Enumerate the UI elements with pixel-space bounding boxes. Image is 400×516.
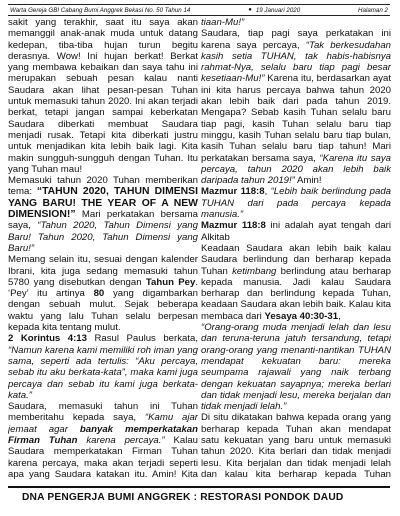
scripture-reference: Mazmur 118:8 xyxy=(201,186,265,198)
scripture-quote: “Lebih baik berlindung pada TUHAN dari pada percaya kepada manusia.” xyxy=(201,186,391,221)
left-column xyxy=(8,17,198,480)
footer-motto: DNA PENGERJA BUMI ANGGREK : RESTORASI PONDOK DAUD xyxy=(22,491,344,503)
scripture-reference: Yesaya 40:30-31 xyxy=(264,310,339,322)
right-column xyxy=(201,17,391,480)
scripture-reference: 2 Korintus 4:13 xyxy=(8,333,87,345)
paragraph: Saudara, memasuki tahun ini Tuhan memberitahu kepada saya, “Kamu ajar jemaat agar banyak memperkatakan Firman Tuhan karena percaya.” Kalau Saudara memperkatakan Firman Tuhan karena percaya, maka akan terjadi seperti apa yang Saudara katakan itu. Amin! Kita xyxy=(8,401,198,480)
paragraph: sakit yang terakhir, saat itu saya akan memanggil anak-anak muda untuk datang kedepan, tiba-tiba hujan turun begitu derasnya. Wow! Ini hujan berkat! Berkat yang membawa kebaikan dan saya tahu ini merupakan sebuah pesan kalau nanti Saudara akan lihat pesan-pesan Tuhan untuk memasuki tahun 2020. Ini akan terjadi berkat, tetapi jangan sampai keberkatan Saudara diberkati membuat Saudara menjadi rusak. Tetapi kita diberkati justru untuk menjadikan kita lebih baik lagi. Kita makin sungguh-sungguh dengan Tuhan. Itu yang Tuhan mau! xyxy=(8,17,198,175)
paragraph: Memasuki tahun 2020 Tuhan memberikan tema: “TAHUN 2020, TAHUN DIMENSI YANG BARU! THE YEAR OF A NEW DIMENSION!” Mari perkatakan bersama saya, “Tahun 2020, Tahun Dimensi yang Baru! Tahun 2020, Tahun Dimensi yang Baru!” xyxy=(8,175,198,254)
scripture-quote: “Namun karena kami memiliki roh iman yang sama, seperti ada tertulis: “Aku percaya, sebab itu aku berkata-kata”, maka kami juga percaya dan sebab itu kami juga berkata-kata.” xyxy=(8,344,198,401)
scripture-reference: Mazmur 118:8 xyxy=(201,220,266,232)
bulletin-date: 19 Januari 2020 xyxy=(255,6,301,14)
paragraph: Mazmur 118:8, “Lebih baik berlindung pada TUHAN dari pada percaya kepada manusia.” xyxy=(201,186,391,221)
theme-statement: “TAHUN 2020, TAHUN DIMENSI YANG BARU! THE YEAR OF A NEW DIMENSION!” xyxy=(8,186,198,221)
paragraph: tiaan-Mu!” xyxy=(201,17,245,28)
scripture-quote: “Orang-orang muda menjadi lelah dan lesu dan teruna-teruna jatuh tersandung, tetapi orang-orang yang menanti-nantikan TUHAN mendapat kekuatan baru: mereka seumpama rajawali yang naik terbang dengan kekuatan sayapnya; mereka berlari dan tidak menjadi lesu, mereka berjalan dan tidak menjadi lelah.” xyxy=(201,322,391,413)
paragraph: 2 Korintus 4:13 Rasul Paulus berkata, “Namun karena kami memiliki roh iman yang sama, seperti ada tertulis: “Aku percaya, sebab itu aku berkata-kata”, maka kami juga percaya dan sebab itu kami juga berkata-kata.” xyxy=(8,333,198,401)
paragraph: Di situ dikatakan bahwa kepada orang yang berharap kepada Tuhan akan mendapat satu kekuatan yang baru untuk memasuki tahun 2020. Kita berlari dan tidak menjadi lesu. Kita berjalan dan tidak menjadi lelah dan kalau kita berharap kepada Tuhan xyxy=(201,412,391,480)
paragraph: Memang selain itu, sesuai dengan kalender Ibrani, kita juga sedang memasuki tahun 5780 yang disebutkan dengan Tahun Pey. ‘Pey’ itu artinya 80 yang digambarkan dengan sebuah mulut. Sejak beberapa waktu yang lalu Tuhan selalu berpesan kepada kita tentang mulut. xyxy=(8,254,198,334)
page-number: Halaman 2 xyxy=(358,6,388,14)
page-footer xyxy=(8,486,390,506)
paragraph: Keadaan Saudara akan lebih baik kalau Saudara berlindung dan berharap kepada Tuhan ketimbang berlindung atau berharap kepada manusia. Jadi kalau Saudara berharap dan berlindung kepada Tuhan, keadaan Saudara akan lebih baik. Kalau kita membaca dari Yesaya 40:30-31, xyxy=(201,242,391,322)
bullet-icon: ● xyxy=(248,7,252,13)
bulletin-title: Warta Gereja GBI Cabang Bumi Anggrek Bekasi No. 50 Tahun 14 xyxy=(10,6,191,14)
paragraph: Mazmur 118:8 ini adalah ayat tengah dari Alkitab xyxy=(201,220,391,243)
paragraph: Saudara, tiap pagi saya perkatakan ini karena saya percaya, “Tak berkesudahan kasih setia TUHAN, tak habis-habisnya rahmat-Nya, selalu baru tiap pagi besar kesetiaan-Mu!” Karena itu, berdasarkan ayat ini kita harus percaya bahwa tahun 2020 akan lebih baik dari pada tahun 2019. Mengapa? Sebab kasih Tuhan selalu baru tiap pagi, kasih Tuhan selalu baru tiap minggu, kasih Tuhan selalu baru tiap bulan, kasih Tuhan selalu baru tiap tahun! Mari perkatakan bersama saya, “Karena itu saya percaya, tahun 2020 akan lebih baik daripada tahun 2019!” Amin! xyxy=(201,28,391,187)
header-date-group xyxy=(248,7,300,14)
page-header xyxy=(8,4,390,16)
